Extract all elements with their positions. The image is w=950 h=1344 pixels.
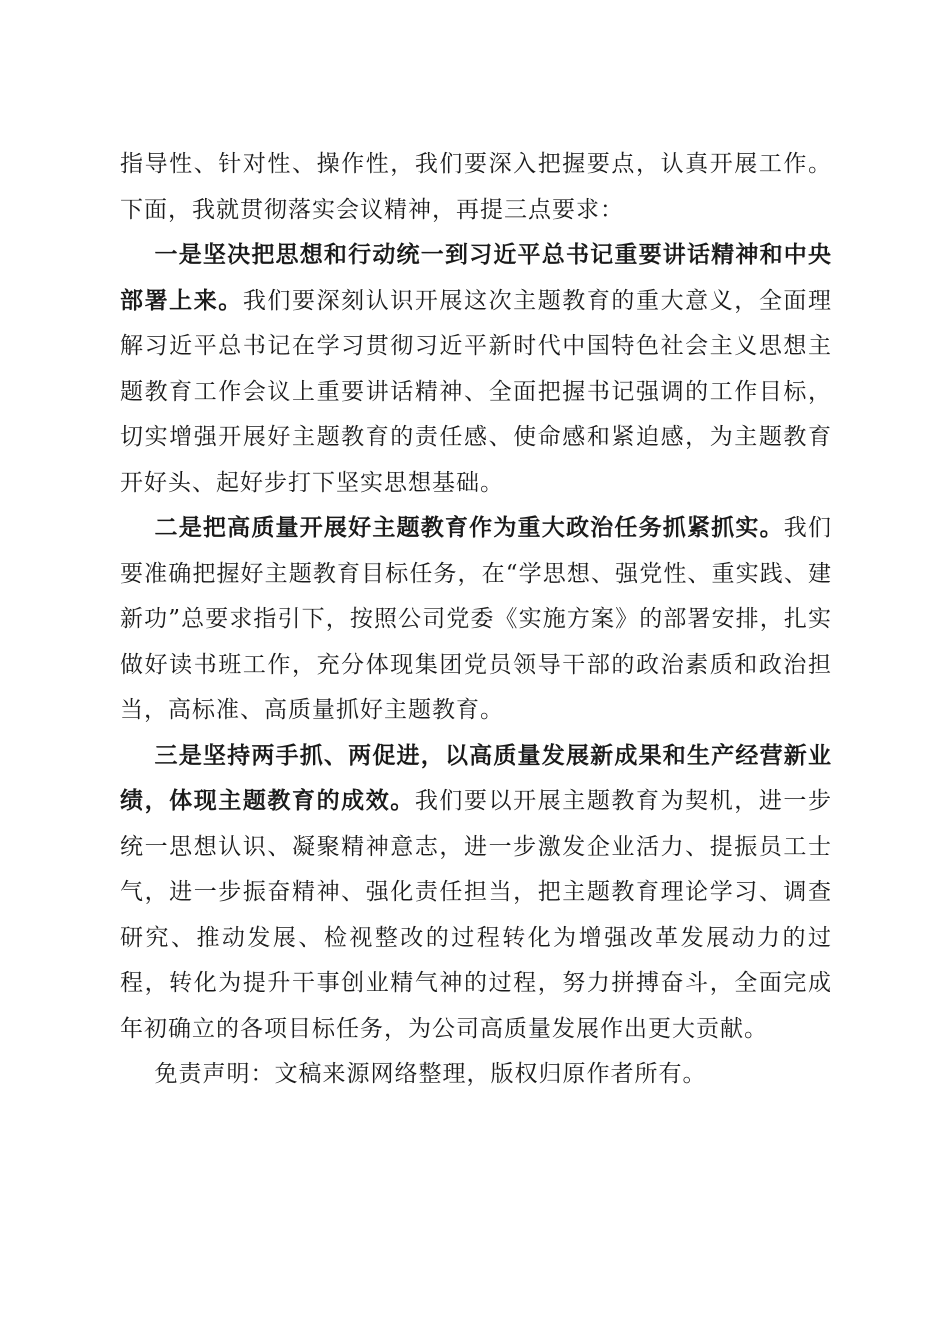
point-one-heading: 一是坚决把思想和行动统一到习近平总书记重要讲话精神和中央部署上来。 — [120, 242, 832, 314]
point-three-body: 我们要以开展主题教育为契机，进一步统一思想认识、凝聚精神意志，进一步激发企业活力、提振员工士气，进一步振奋精神、强化责任担当，把主题教育理论学习、调查研究、推动发展、检视整改的过程转化为增强改革发展动力的过程，转化为提升干事创业精气神的过程，努力拼搏奋斗，全面完成年初确立的各项目标任务，为公司高质量发展作出更大贡献。 — [120, 788, 833, 1042]
point-three-heading: 三是坚持两手抓、两促进，以高质量发展新成果和生产经营新业绩，体现主题教育的成效。 — [120, 742, 832, 814]
continuation-paragraph: 指导性、针对性、操作性，我们要深入把握要点，认真开展工作。下面，我就贯彻落实会议精神，再提三点要求： — [120, 151, 832, 223]
point-one-paragraph — [120, 233, 832, 506]
point-three-paragraph — [120, 734, 832, 1053]
document-body — [120, 142, 832, 1098]
point-two-heading: 二是把高质量开展好主题教育作为重大政治任务抓紧抓实。 — [154, 515, 784, 541]
point-two-body: 我们要准确把握好主题教育目标任务，在“学思想、强党性、重实践、建新功”总要求指引下，按照公司党委《实施方案》的部署安排，扎实做好读书班工作，充分体现集团党员领导干部的政治素质和政治担当，高标准、高质量抓好主题教育。 — [120, 515, 833, 723]
point-two-paragraph — [120, 506, 832, 734]
disclaimer-paragraph: 免责声明：文稿来源网络整理，版权归原作者所有。 — [154, 1061, 707, 1087]
point-one-body: 我们要深刻认识开展这次主题教育的重大意义，全面理解习近平总书记在学习贯彻习近平新时代中国特色社会主义思想主题教育工作会议上重要讲话精神、全面把握书记强调的工作目标，切实增强开展好主题教育的责任感、使命感和紧迫感，为主题教育开好头、起好步打下坚实思想基础。 — [120, 287, 833, 496]
